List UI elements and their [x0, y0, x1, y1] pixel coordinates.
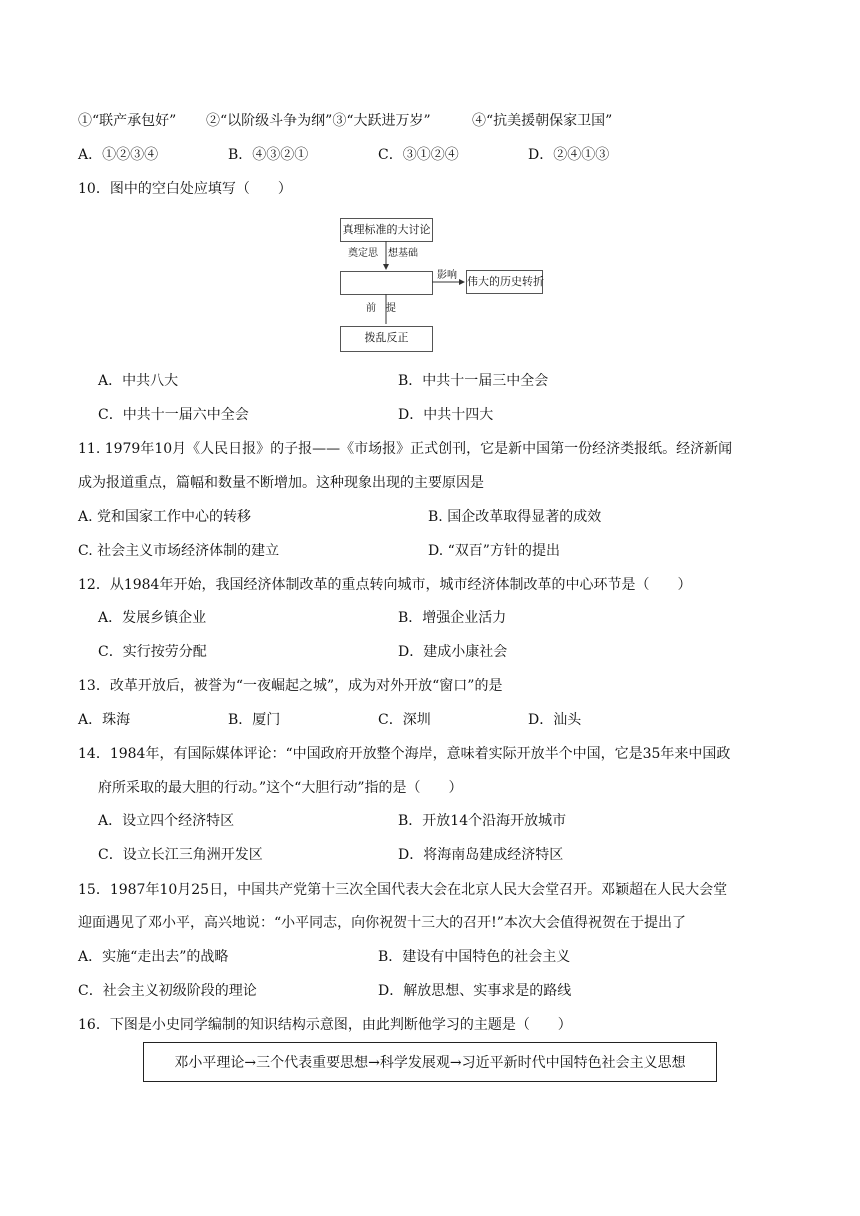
q11-stem-line1: 11. 1979年10月《人民日报》的子报——《市场报》正式创刊，它是新中国第一份经济类报纸。经济新闻: [78, 441, 733, 457]
diagram-box-top: 真理标准的大讨论: [340, 218, 433, 242]
q10-option-b[interactable]: B．中共十一届三中全会: [398, 373, 549, 389]
q14-stem-line1: 14．1984年，有国际媒体评论：“中国政府开放整个海岸，意味着实际开放半个中国，它是35年来中国政: [78, 746, 731, 762]
q14-option-b[interactable]: B．开放14个沿海开放城市: [398, 813, 567, 829]
diagram-arrows: [0, 0, 860, 400]
q13-stem: 13．改革开放后，被誉为“一夜崛起之城”，成为对外开放“窗口”的是: [78, 678, 503, 694]
q11-option-d[interactable]: D. “双百”方针的提出: [428, 543, 560, 559]
q15-stem-line2: 迎面遇见了邓小平，高兴地说：“小平同志，向你祝贺十三大的召开!”本次大会值得祝贺在于提出了: [78, 915, 686, 931]
q14-option-a[interactable]: A．设立四个经济特区: [98, 813, 235, 829]
q15-option-a[interactable]: A．实施“走出去”的战略: [78, 949, 229, 965]
q14-option-d[interactable]: D．将海南岛建成经济特区: [398, 847, 564, 863]
q15-stem-line1: 15．1987年10月25日，中国共产党第十三次全国代表大会在北京人民大会堂召开。邓颖超在人民大会堂: [78, 882, 728, 898]
diagram-box-bottom: 拨乱反正: [340, 326, 433, 352]
q13-option-d[interactable]: D．汕头: [528, 712, 582, 728]
q12-option-c[interactable]: C．实行按劳分配: [98, 644, 207, 660]
q9-option-c[interactable]: C．③①②④: [378, 147, 459, 163]
q13-option-a[interactable]: A．珠海: [78, 712, 131, 728]
diagram-box-right: 伟大的历史转折: [466, 270, 543, 294]
q13-option-c[interactable]: C．深圳: [378, 712, 431, 728]
q9-item-1: ①“联产承包好”: [78, 113, 177, 129]
q14-option-c[interactable]: C．设立长江三角洲开发区: [98, 847, 263, 863]
diagram-arrow2-label: 前 提: [366, 303, 396, 314]
q9-item-2-3: ②“以阶级斗争为纲”③“大跃进万岁”: [206, 113, 431, 129]
q16-knowledge-flow-box: 邓小平理论→三个代表重要思想→科学发展观→习近平新时代中国特色社会主义思想: [143, 1042, 717, 1082]
q11-stem-line2: 成为报道重点，篇幅和数量不断增加。这种现象出现的主要原因是: [78, 475, 484, 491]
q9-item-4: ④“抗美援朝保家卫国”: [472, 113, 613, 129]
q15-option-d[interactable]: D．解放思想、实事求是的路线: [378, 983, 572, 999]
q10-option-c[interactable]: C．中共十一届六中全会: [98, 407, 249, 423]
q11-option-c[interactable]: C. 社会主义市场经济体制的建立: [78, 543, 280, 559]
q15-option-c[interactable]: C．社会主义初级阶段的理论: [78, 983, 257, 999]
q12-option-b[interactable]: B．增强企业活力: [398, 610, 507, 626]
q11-option-b[interactable]: B. 国企改革取得显著的成效: [428, 509, 602, 525]
q10-option-d[interactable]: D．中共十四大: [398, 407, 494, 423]
q9-option-d[interactable]: D．②④①③: [528, 147, 610, 163]
q13-option-b[interactable]: B．厦门: [228, 712, 281, 728]
q9-option-b[interactable]: B．④③②①: [228, 147, 309, 163]
q16-stem: 16．下图是小史同学编制的知识结构示意图，由此判断他学习的主题是（ ）: [78, 1017, 572, 1033]
q9-option-a[interactable]: A．①②③④: [78, 147, 159, 163]
q12-stem: 12．从1984年开始，我国经济体制改革的重点转向城市，城市经济体制改革的中心环节是（ ）: [78, 577, 692, 593]
q10-option-a[interactable]: A．中共八大: [98, 373, 179, 389]
q12-option-a[interactable]: A．发展乡镇企业: [98, 610, 207, 626]
q11-option-a[interactable]: A. 党和国家工作中心的转移: [78, 509, 252, 525]
q10-stem: 10．图中的空白处应填写（ ）: [78, 181, 292, 197]
q14-stem-line2: 府所采取的最大胆的行动。”这个“大胆行动”指的是（ ）: [98, 780, 463, 796]
diagram-right-arrow-label: 影响: [437, 270, 457, 281]
q15-option-b[interactable]: B．建设有中国特色的社会主义: [378, 949, 571, 965]
q12-option-d[interactable]: D．建成小康社会: [398, 644, 508, 660]
diagram-arrow1-label: 奠定思 想基础: [348, 248, 418, 259]
